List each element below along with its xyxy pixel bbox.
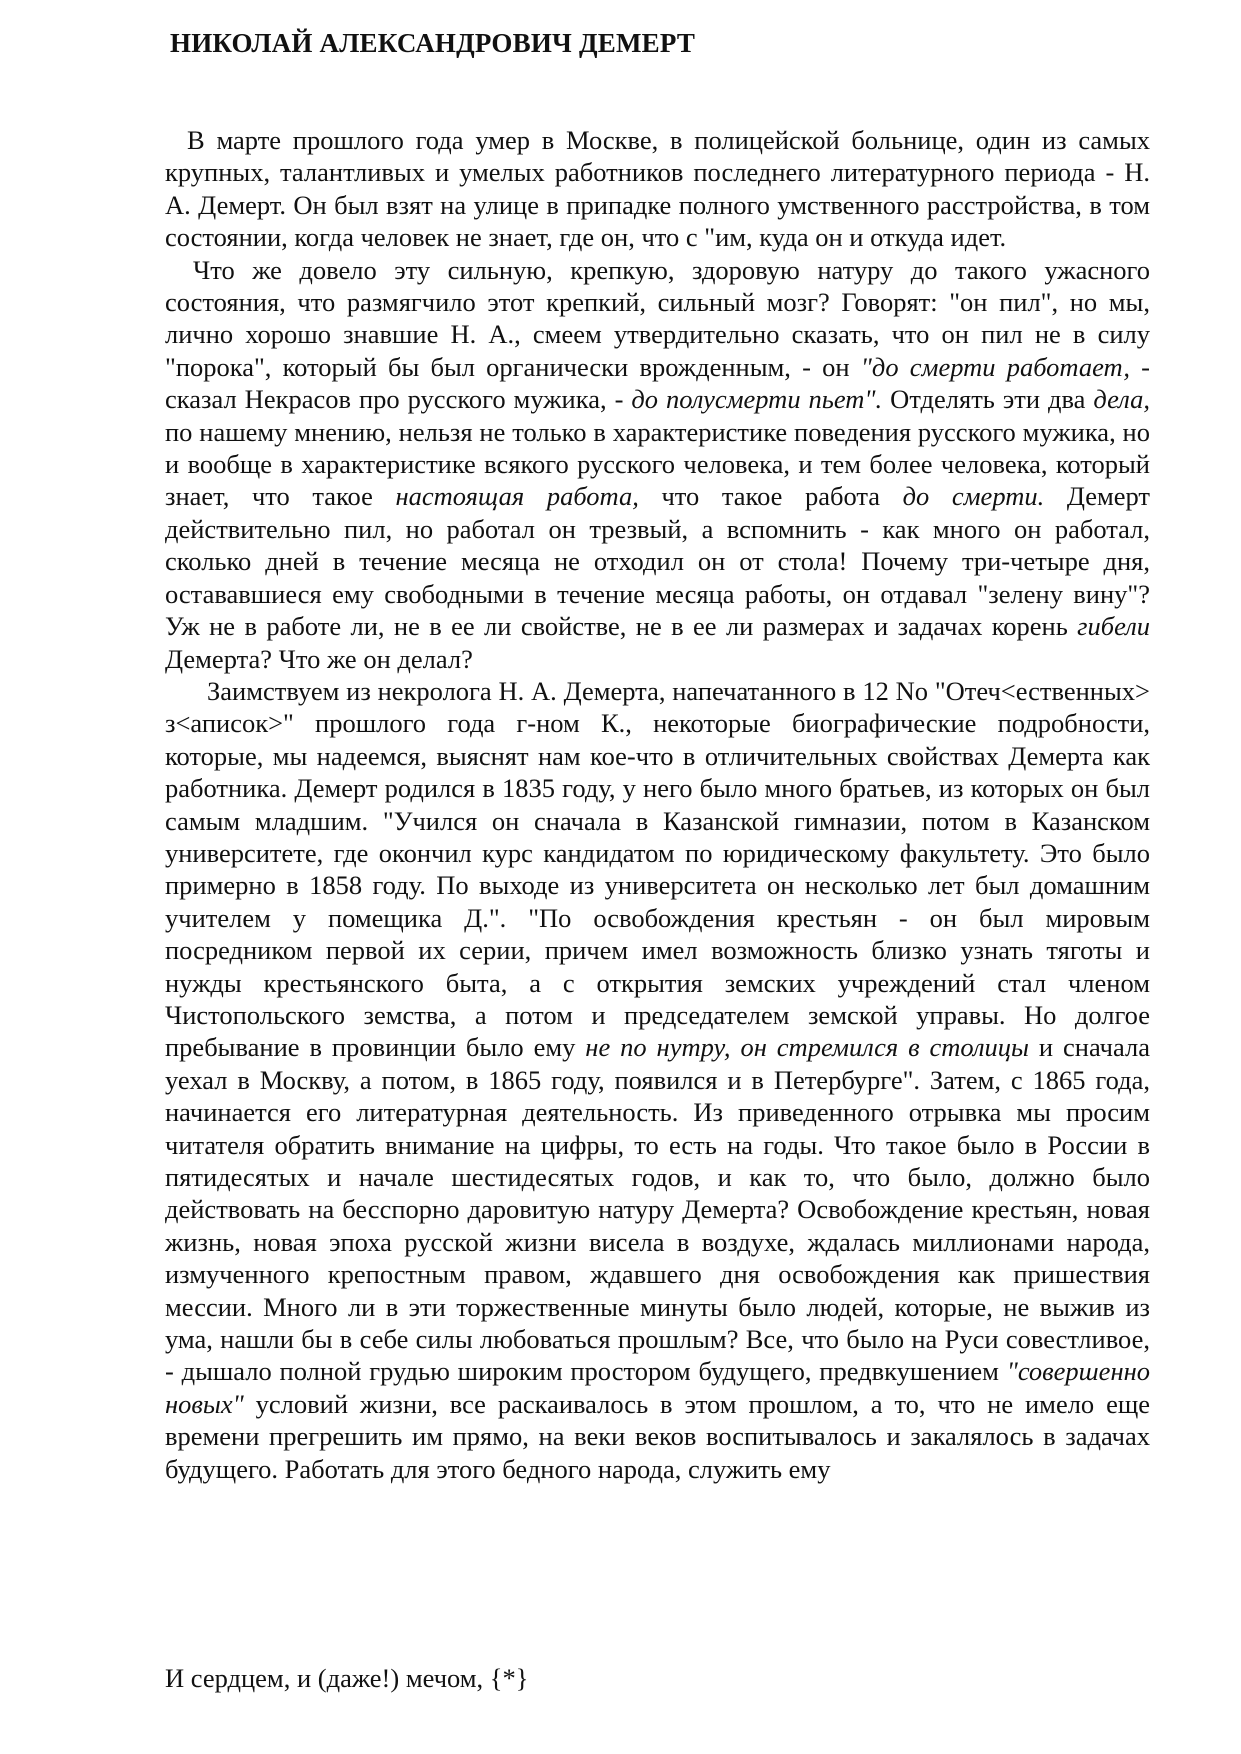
paragraph-1: В марте прошлого года умер в Москве, в полицейской больнице, один из самых крупных, талантливых и умелых работников последнего литературного периода - Н. А. Демерт. Он был взят на улице в припадке полного умственного расстройства, в том состоянии, когда человек не знает, где он, что с "им, куда он и откуда идет. — [165, 125, 1150, 253]
italic-span: до смерти. — [902, 481, 1045, 512]
text-span: Отделять эти два — [882, 384, 1094, 415]
text-span: Заимствуем из некролога Н. А. Демерта, напечатанного в 12 No "Отеч<ественных> з<аписок>" прошлого года г-ном К., некоторые биографические подробности, которые, мы надеемся, выяснят нам кое-что в отличительных свойствах Демерта как работника. Демерт родился в 1835 году, у него было много братьев, из которых он был самым младшим. "Учился он сначала в Казанской гимназии, потом в Казанском университете, где окончил курс кандидатом по юридическому факультету. Это было примерно в 1858 году. По выходе из университета он несколько лет был домашним учителем у помещика Д.". "По освобождения крестьян - он был мировым посредником первой их серии, причем имел возможность близко узнать тяготы и нужды крестьянского быта, а с открытия земских учреждений стал членом Чистопольского земства, а потом и председателем земской управы. Но долгое пребывание в провинции было ему — [165, 675, 1150, 1063]
article-body — [165, 124, 1150, 1485]
text-span: условий жизни, все раскаивалось в этом прошлом, а то, что не имело еще времени прегрешить им прямо, на веки веков воспитывалось и закалялось в задачах будущего. Работать для этого бедного народа, служить ему — [165, 1388, 1150, 1484]
text-span: Демерта? Что же он делал? — [165, 643, 473, 674]
verse-line: И сердцем, и (даже!) мечом, {*} — [165, 1663, 529, 1693]
paragraph-2 — [165, 254, 1150, 675]
italic-span: гибели — [1077, 611, 1150, 642]
italic-span: не по нутру, он стремился в столицы — [585, 1032, 1030, 1063]
paragraph-3 — [165, 675, 1150, 1485]
text-span: что такое работа — [638, 481, 903, 512]
text-span: Демерт действительно пил, но работал он трезвый, а вспомнить - как много он работал, сколько дней в течение месяца не отходил он от стола! Почему три-четыре дня, остававшиеся ему свободными в течение месяца работы, он отдавал "зелену вину"? Уж не в работе ли, не в ее ли свойстве, не в ее ли размерах и задачах корень — [165, 481, 1150, 642]
italic-span: "до смерти работает, — [860, 351, 1130, 382]
italic-span: настоящая работа, — [395, 481, 639, 512]
italic-span: "совершенно новых" — [165, 1356, 1150, 1419]
text-span: Что же довело эту сильную, крепкую, здоровую натуру до такого ужасного состояния, что размягчило этот крепкий, сильный мозг? Говорят: "он пил", но мы, лично хорошо знавшие Н. А., смеем утвердительно сказать, что он пил не в силу "порока", который бы был органически врожденным, - он — [165, 254, 1150, 382]
italic-span: до полусмерти пьет". — [631, 384, 883, 415]
text-span: и сначала уехал в Москву, а потом, в 1865 году, появился и в Петербурге". Затем, с 1865 года, начинается его литературная деятельность. Из приведенного отрывка мы просим читателя обратить внимание на цифры, то есть на годы. Что такое было в России в пятидесятых и начале шестидесятых годов, и как то, что было, должно было действовать на бесспорно даровитую натуру Демерта? Освобождение крестьян, новая жизнь, новая эпоха русской жизни висела в воздухе, ждалась миллионами народа, измученного крепостным правом, ждавшего дня освобождения как пришествия мессии. Много ли в эти торжественные минуты было людей, которые, не выжив из ума, нашли бы в себе силы любоваться прошлым? Все, что было на Руси совестливое, - дышало полной грудью широким простором будущего, предвкушением — [165, 1032, 1150, 1387]
italic-span: дела, — [1093, 384, 1150, 415]
text-span: по нашему мнению, нельзя не только в характеристике поведения русского мужика, но и вообще в характеристике всякого русского человека, и тем более человека, который знает, что такое — [165, 416, 1150, 512]
page-title: НИКОЛАЙ АЛЕКСАНДРОВИЧ ДЕМЕРТ — [170, 28, 696, 58]
text-span: - сказал Некрасов про русского мужика, - — [165, 351, 1150, 415]
